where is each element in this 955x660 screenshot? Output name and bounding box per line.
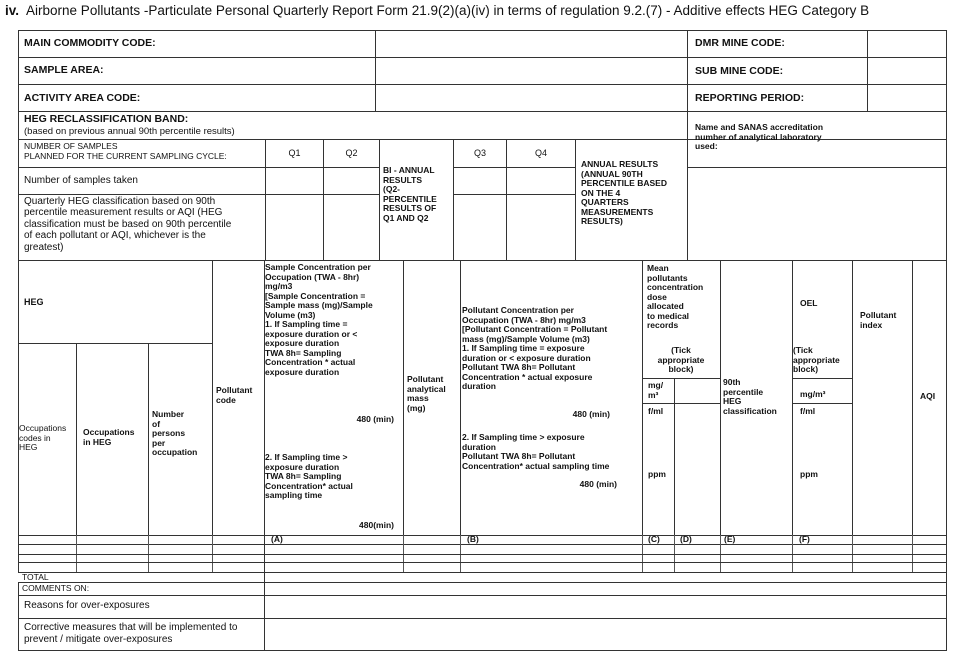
aqi-header: AQI bbox=[920, 391, 936, 401]
column-letter-e: (E) bbox=[724, 534, 736, 544]
sample-480-min-b: 480(min) bbox=[359, 520, 394, 530]
mean-dose-unit-fml: f/ml bbox=[648, 406, 664, 416]
mean-dose-mgm3-tick-box[interactable] bbox=[675, 379, 720, 403]
sample-condition-2: 2. If Sampling time > exposure duration TWA 8h= Sampling Concentration* actual sampling time bbox=[265, 452, 353, 500]
lab-name-field[interactable] bbox=[688, 168, 946, 260]
form-title-text: Airborne Pollutants -Particulate Personal Quarterly Report Form 21.9(2)(a)(iv) in terms of regulation 9.2.(7) - Additive effects HEG Category B bbox=[26, 3, 870, 18]
column-letter-c: (C) bbox=[648, 534, 660, 544]
oel-tick-note: (Tick appropriate block) bbox=[793, 345, 840, 374]
sample-area-label: SAMPLE AREA: bbox=[24, 64, 104, 76]
form-number: iv. bbox=[5, 3, 20, 18]
q3-samples-taken-field[interactable] bbox=[454, 168, 506, 194]
sample-480-min-a: 480 (min) bbox=[356, 414, 394, 424]
samples-planned-label: NUMBER OF SAMPLES PLANNED FOR THE CURRENT SAMPLING CYCLE: bbox=[24, 141, 227, 161]
samples-taken-label: Number of samples taken bbox=[24, 175, 138, 186]
mean-dose-tick-note: (Tick appropriate block) bbox=[657, 345, 705, 374]
over-exposure-reasons-label: Reasons for over-exposures bbox=[24, 600, 150, 611]
sample-concentration-header: Sample Concentration per Occupation (TWA - 8hr) mg/m3 [Sample Concentration = Sample mass (mg)/Sample Volume (m3) 1. If Sampling time = exposure duration or < exposure duration TWA 8h= Sampling Concentration * actual exposure duration bbox=[265, 262, 373, 377]
column-letter-a: (A) bbox=[271, 534, 283, 544]
comments-on-label: COMMENTS ON: bbox=[22, 583, 90, 593]
q4-header: Q4 bbox=[534, 148, 547, 158]
heg-column-header: HEG bbox=[24, 297, 44, 307]
mean-dose-header: Mean pollutants concentration dose allocated to medical records bbox=[647, 263, 704, 330]
over-exposure-reasons-field[interactable] bbox=[265, 596, 946, 618]
column-letter-f: (F) bbox=[799, 534, 810, 544]
reporting-period-label: REPORTING PERIOD: bbox=[695, 92, 805, 104]
sub-mine-code-field[interactable] bbox=[868, 58, 946, 84]
pollutant-code-header: Pollutant code bbox=[216, 385, 253, 405]
pollutant-480-min-b: 480 (min) bbox=[579, 479, 617, 489]
sample-area-field[interactable] bbox=[376, 58, 686, 84]
column-letter-d: (D) bbox=[680, 534, 692, 544]
oel-header: OEL bbox=[800, 298, 818, 308]
pollutant-concentration-header: Pollutant Concentration per Occupation (TWA - 8hr) mg/m3 [Pollutant Concentration = Pollutant mass (mg)/Sample Volume (m3) 1. If Sampling time = exposure duration or < exposure duration Pollutant TWA 8h= Pollutant Concentration * actual exposure duration bbox=[462, 305, 608, 391]
data-row-3[interactable] bbox=[19, 563, 946, 572]
pollutant-condition-2: 2. If Sampling time > exposure duration Pollutant TWA 8h= Pollutant Concentration* actual sampling time bbox=[462, 432, 610, 471]
sub-mine-code-label: SUB MINE CODE: bbox=[695, 65, 784, 77]
pollutant-480-min-a: 480 (min) bbox=[572, 409, 610, 419]
dmr-mine-code-label: DMR MINE CODE: bbox=[695, 37, 785, 49]
heg-reclassification-note: (based on previous annual 90th percentile results) bbox=[24, 126, 235, 137]
q2-header: Q2 bbox=[345, 148, 358, 158]
dmr-mine-code-field[interactable] bbox=[868, 31, 946, 57]
heg-classification-label: Quarterly HEG classification based on 90th percentile measurement results or AQI (HEG classification must be based on 90th percentile of each pollutant or AQI, whichever is the greatest) bbox=[24, 196, 232, 253]
q3-header: Q3 bbox=[473, 148, 486, 158]
percentile-90-header: 90th percentile HEG classification bbox=[723, 377, 777, 416]
mean-dose-fml-ppm-tick-box[interactable] bbox=[675, 404, 720, 534]
analytical-mass-header: Pollutant analytical mass (mg) bbox=[407, 374, 446, 413]
q4-samples-taken-field[interactable] bbox=[507, 168, 575, 194]
bi-annual-results-label: BI - ANNUAL RESULTS (Q2- PERCENTILE RESULTS OF Q1 AND Q2 bbox=[383, 165, 437, 223]
occupation-codes-header: Occupations codes in HEG bbox=[19, 423, 67, 452]
mean-dose-unit-mgm3: mg/ m³ bbox=[648, 380, 664, 400]
oel-unit-fml: f/ml bbox=[800, 406, 816, 416]
occupations-in-heg-header: Occupations in HEG bbox=[83, 427, 135, 447]
q2-samples-taken-field[interactable] bbox=[324, 168, 379, 194]
total-row-label: TOTAL bbox=[22, 572, 49, 582]
form-title bbox=[5, 3, 869, 18]
main-commodity-code-label: MAIN COMMODITY CODE: bbox=[24, 37, 156, 49]
corrective-measures-field[interactable] bbox=[265, 619, 946, 649]
data-row-1[interactable] bbox=[19, 545, 946, 554]
reporting-period-field[interactable] bbox=[868, 85, 946, 111]
q1-samples-taken-field[interactable] bbox=[266, 168, 323, 194]
mean-dose-unit-ppm: ppm bbox=[648, 469, 666, 479]
oel-unit-ppm: ppm bbox=[800, 469, 818, 479]
pollutant-index-header: Pollutant index bbox=[860, 310, 897, 330]
oel-unit-mgm3: mg/m³ bbox=[800, 389, 826, 399]
activity-area-code-label: ACTIVITY AREA CODE: bbox=[24, 92, 141, 104]
q1-header: Q1 bbox=[288, 148, 301, 158]
data-row-2[interactable] bbox=[19, 555, 946, 562]
activity-area-code-field[interactable] bbox=[376, 85, 686, 111]
column-letter-b: (B) bbox=[467, 534, 479, 544]
heg-reclassification-band-field[interactable] bbox=[376, 112, 686, 139]
main-commodity-code-field[interactable] bbox=[376, 31, 686, 57]
persons-per-occupation-header: Number of persons per occupation bbox=[152, 409, 198, 457]
lab-name-label: Name and SANAS accreditation number of analytical laboratory used: bbox=[695, 122, 824, 151]
heg-reclassification-band-label: HEG RECLASSIFICATION BAND: bbox=[24, 113, 189, 125]
corrective-measures-label: Corrective measures that will be implemented to prevent / mitigate over-exposures bbox=[24, 622, 238, 645]
annual-results-label: ANNUAL RESULTS (ANNUAL 90TH PERCENTILE BASED ON THE 4 QUARTERS MEASUREMENTS RESULTS) bbox=[581, 159, 667, 226]
